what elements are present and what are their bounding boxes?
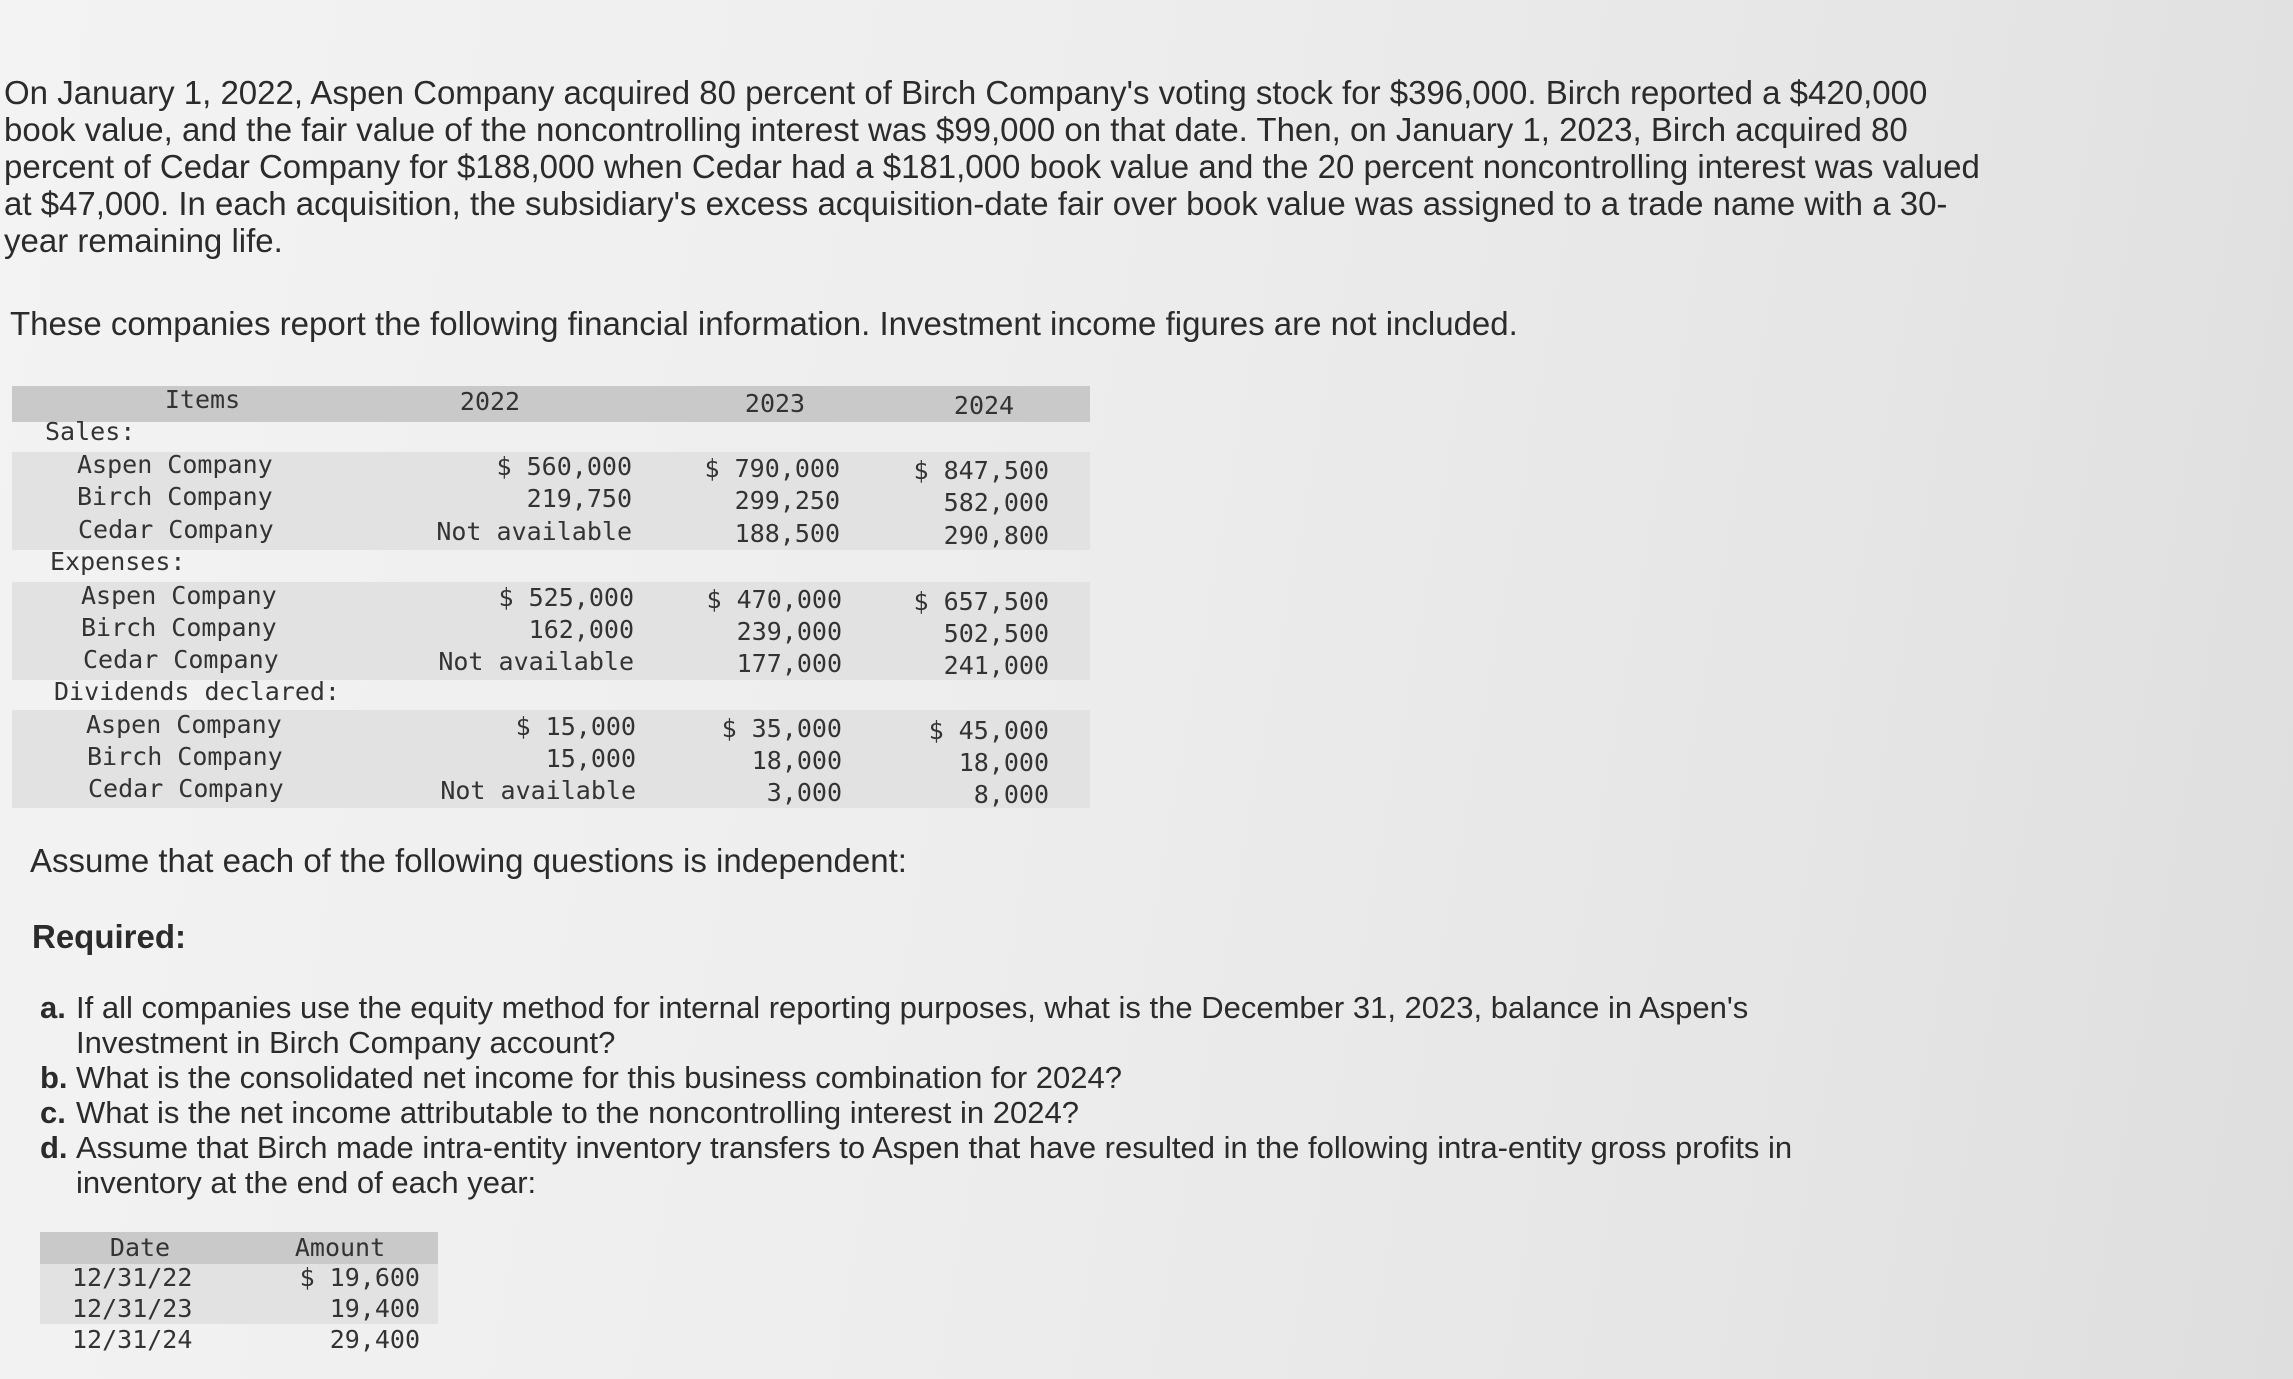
- cell-value: 8,000: [973, 780, 1049, 809]
- row-label: Birch Company: [81, 613, 277, 642]
- row-label: Aspen Company: [81, 581, 277, 610]
- cell-value: 188,500: [734, 519, 840, 548]
- required-label: Required:: [32, 918, 187, 955]
- cell-value: $ 35,000: [721, 714, 842, 743]
- cell-value: $ 847,500: [913, 456, 1049, 485]
- cell-value: 502,500: [943, 619, 1049, 648]
- cell-value: 241,000: [943, 651, 1049, 680]
- row-label: Cedar Company: [78, 515, 274, 544]
- question-label: d.: [40, 1130, 68, 1165]
- cell-value: $ 560,000: [496, 452, 632, 481]
- cell-value: 219,750: [526, 484, 632, 513]
- cell-value: 239,000: [736, 617, 842, 646]
- col-header-2024: 2024: [953, 391, 1015, 420]
- cell-value: 15,000: [545, 744, 636, 773]
- cell-value: 162,000: [528, 615, 634, 644]
- col-header-date: Date: [109, 1233, 171, 1262]
- cell-value: $ 657,500: [913, 587, 1049, 616]
- question-label: c.: [40, 1095, 66, 1130]
- date-cell: 12/31/22: [72, 1263, 193, 1292]
- row-label: Cedar Company: [83, 645, 279, 674]
- row-label: Birch Company: [87, 742, 283, 771]
- row-label: Birch Company: [77, 482, 273, 511]
- question-list: [40, 990, 1900, 1200]
- row-label: Aspen Company: [77, 450, 273, 479]
- question-text: If all companies use the equity method for internal reporting purposes, what is the December 31, 2023, balance in Aspen's Investment in Birch Company account?: [76, 990, 1749, 1060]
- col-header-2023: 2023: [744, 389, 806, 418]
- cell-value: $ 470,000: [706, 585, 842, 614]
- cell-value: Not available: [440, 776, 636, 805]
- row-label: Aspen Company: [86, 710, 282, 739]
- question-text: What is the net income attributable to the noncontrolling interest in 2024?: [76, 1095, 1079, 1130]
- cell-value: 290,800: [943, 521, 1049, 550]
- section-title-expenses: Expenses:: [50, 547, 186, 576]
- cell-value: 299,250: [734, 486, 840, 515]
- cell-value: 177,000: [736, 649, 842, 678]
- assume-statement: Assume that each of the following questions is independent:: [30, 842, 907, 879]
- cell-value: $ 525,000: [498, 583, 634, 612]
- col-header-2022: 2022: [459, 387, 521, 416]
- amount-cell: $ 19,600: [299, 1263, 420, 1292]
- cell-value: Not available: [436, 517, 632, 546]
- cell-value: $ 15,000: [515, 712, 636, 741]
- question-label: b.: [40, 1060, 68, 1095]
- problem-intro: On January 1, 2022, Aspen Company acquired 80 percent of Birch Company's voting stock for $396,000. Birch reported a $420,000 book value, and the fair value of the noncontrolling interest was $99,000 on that date. Then, on January 1, 2023, Birch acquired 80 percent of Cedar Company for $188,000 when Cedar had a $181,000 book value and the 20 percent noncontrolling interest was valued at $47,000. In each acquisition, the subsidiary's excess acquisition-date fair over book value was assigned to a trade name with a 30-year remaining life.: [4, 74, 1980, 259]
- date-cell: 12/31/23: [72, 1294, 193, 1323]
- cell-value: 18,000: [751, 746, 842, 775]
- row-label: Cedar Company: [88, 774, 284, 803]
- cell-value: $ 790,000: [704, 454, 840, 483]
- amount-cell: 29,400: [329, 1325, 420, 1354]
- cell-value: $ 45,000: [928, 716, 1049, 745]
- cell-value: 18,000: [958, 748, 1049, 777]
- question-b: [40, 1060, 1900, 1095]
- cell-value: 582,000: [943, 488, 1049, 517]
- question-text: Assume that Birch made intra-entity inventory transfers to Aspen that have resulted in the following intra-entity gross profits in inventory at the end of each year:: [76, 1130, 1793, 1200]
- date-cell: 12/31/24: [72, 1325, 193, 1354]
- question-label: a.: [40, 990, 66, 1025]
- section-title-dividends: Dividends declared:: [54, 677, 340, 706]
- question-text: What is the consolidated net income for this business combination for 2024?: [76, 1060, 1122, 1095]
- col-header-amount: Amount: [294, 1233, 386, 1262]
- table-intro: These companies report the following financial information. Investment income figures are not included.: [10, 305, 1518, 342]
- question-c: [40, 1095, 1900, 1130]
- amount-cell: 19,400: [329, 1294, 420, 1323]
- question-d: [40, 1130, 1900, 1200]
- cell-value: Not available: [438, 647, 634, 676]
- section-title-sales: Sales:: [45, 417, 136, 446]
- col-header-items: Items: [164, 385, 241, 414]
- cell-value: 3,000: [766, 778, 842, 807]
- question-a: [40, 990, 1900, 1060]
